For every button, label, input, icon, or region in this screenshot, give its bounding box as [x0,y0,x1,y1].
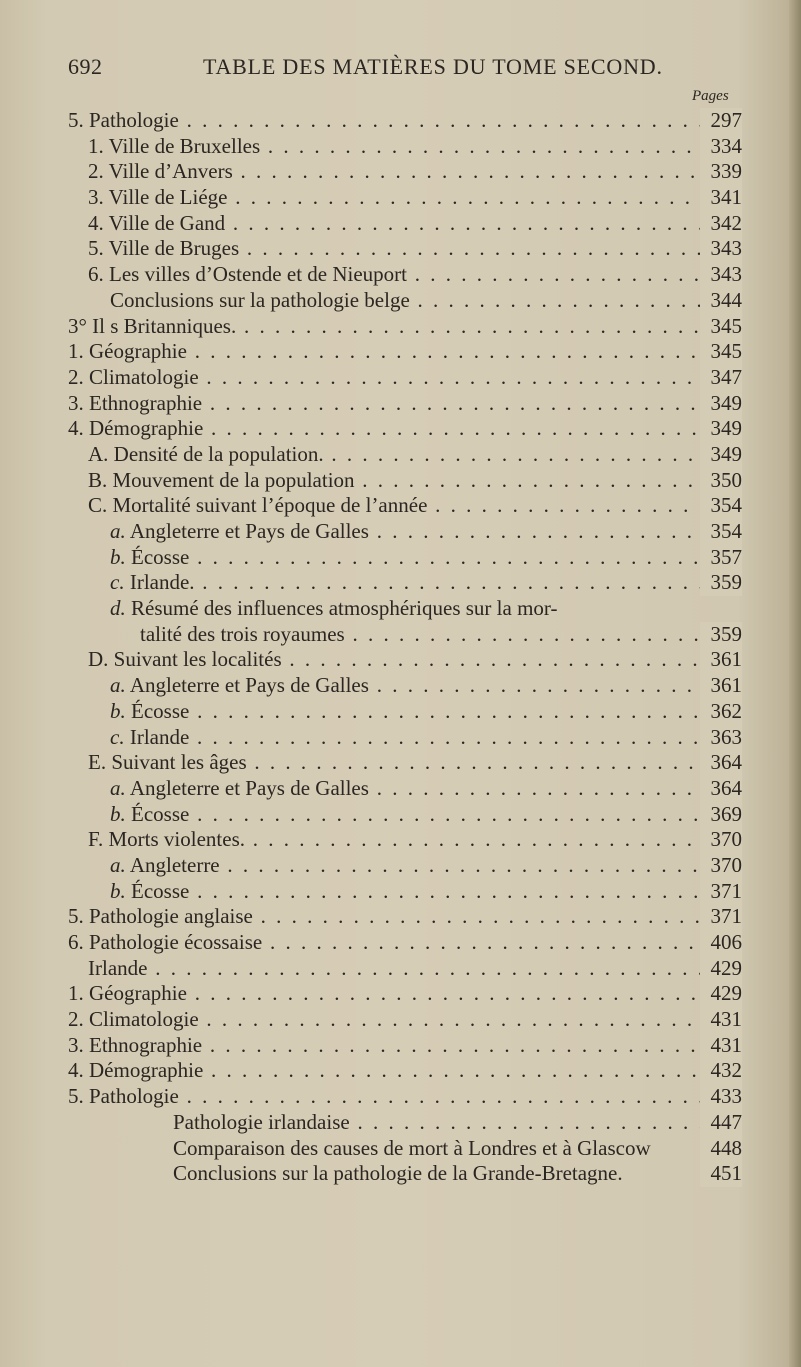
toc-entry [0,391,801,417]
toc-entry-title [88,750,700,776]
toc-entry [0,1033,801,1059]
toc-page-number: 431 [700,1007,742,1033]
toc-entry-title [68,108,700,134]
toc-page-number: 362 [700,699,742,725]
toc-entry [0,416,801,442]
toc-entry [0,545,801,571]
toc-entry-title [110,519,700,545]
toc-entry-letter: b. [110,801,126,826]
toc-page-number: 359 [700,570,742,596]
toc-page-number: 364 [700,776,742,802]
toc-page-number: 354 [700,493,742,519]
toc-entry [0,365,801,391]
toc-entry-title [110,879,700,905]
toc-page-number: 447 [700,1110,742,1136]
toc-entry [0,750,801,776]
toc-entry-text: 2. Ville d’Anvers [88,159,233,184]
toc-page-number: 363 [700,725,742,751]
toc-entry-text: 3° Il s Britanniques. [68,313,237,338]
toc-entry-text: E. Suivant les âges [88,750,247,775]
toc-page-number: 343 [700,262,742,288]
toc-page-number: 364 [700,750,742,776]
page-number: 692 [68,54,103,79]
toc-page-number: 429 [700,956,742,982]
toc-entry-text: Pathologie irlandaise [173,1109,350,1134]
toc-entry [0,159,801,185]
toc-entry-title [88,493,700,519]
toc-page-number: 349 [700,391,742,417]
toc-entry-text: 4. Démographie [68,416,204,441]
toc-page-number: 341 [700,185,742,211]
toc-page-number: 371 [700,879,742,905]
toc-entry-text: Irlande [88,955,148,980]
toc-entry-text: talité des trois royaumes [140,621,345,646]
toc-entry-title [88,956,700,982]
toc-entry-title [88,262,700,288]
toc-entry [0,956,801,982]
toc-entry [0,699,801,725]
toc-entry-title [68,314,700,340]
toc-entry-text: Écosse [131,698,190,723]
toc-entry [0,904,801,930]
toc-page-number: 334 [700,134,742,160]
toc-page-number: 297 [700,108,742,134]
toc-page-number: 357 [700,545,742,571]
running-title: TABLE DES MATIÈRES DU TOME SECOND. [203,54,663,79]
toc-page-number: 347 [700,365,742,391]
table-of-contents [0,108,801,1187]
toc-entry-title [140,622,700,648]
toc-page-number: 359 [700,622,742,648]
toc-entry-letter: b. [110,878,126,903]
toc-entry-title [173,1136,700,1162]
toc-page-number: 349 [700,442,742,468]
pages-column-label: Pages [692,88,729,104]
toc-page-number: 361 [700,673,742,699]
toc-entry-title [68,1084,700,1110]
toc-entry-text: Angleterre et Pays de Galles [129,775,369,800]
toc-page-number: 369 [700,802,742,828]
toc-entry-title [110,570,700,596]
toc-entry [0,570,801,596]
toc-entry-title [88,211,700,237]
toc-page-number: 370 [700,827,742,853]
toc-entry-title [110,673,700,699]
toc-entry-title [68,416,700,442]
toc-entry [0,1058,801,1084]
toc-entry-text: 3. Ville de Liége [88,185,228,210]
toc-entry-text: Conclusions sur la pathologie belge [110,287,410,312]
toc-entry-title [68,904,700,930]
toc-entry [0,442,801,468]
toc-entry-title [110,288,700,314]
toc-entry [0,725,801,751]
toc-entry-title [88,159,700,185]
toc-page-number: 354 [700,519,742,545]
toc-entry-letter: a. [110,519,126,543]
toc-entry-text: 2. Climatologie [68,1007,199,1032]
toc-entry [0,1084,801,1110]
toc-entry [0,802,801,828]
toc-page-number: 349 [700,416,742,442]
toc-entry-title [68,1033,700,1059]
toc-entry [0,262,801,288]
toc-entry-text: 6. Pathologie écossaise [68,930,263,954]
toc-page-number: 406 [700,930,742,956]
toc-entry-title [88,442,700,468]
toc-page-number: 433 [700,1084,742,1110]
toc-entry-letter: a. [110,852,126,877]
toc-entry [0,1007,801,1033]
toc-page-number: 451 [700,1161,742,1187]
toc-page-number: 345 [700,314,742,340]
toc-entry-title [88,134,700,160]
toc-entry-text: 2. Climatologie [68,364,199,389]
toc-entry-text: Angleterre et Pays de Galles [129,673,369,698]
toc-entry-letter: c. [110,570,125,595]
toc-entry [0,185,801,211]
toc-entry [0,853,801,879]
toc-entry-letter: c. [110,724,125,749]
toc-entry [0,776,801,802]
toc-entry [0,493,801,519]
toc-page-number: 448 [700,1136,742,1162]
toc-entry [0,519,801,545]
toc-entry-text: 5. Pathologie [68,1084,179,1109]
toc-entry-letter: a. [110,775,126,800]
toc-entry-title [110,725,700,751]
toc-entry-title [88,185,700,211]
toc-entry [0,827,801,853]
toc-entry-text: 3. Ethnographie [68,390,203,415]
toc-entry-text: B. Mouvement de la population [88,467,355,492]
toc-entry-text: 5. Ville de Bruges [88,236,240,261]
toc-entry [0,314,801,340]
toc-entry [0,981,801,1007]
toc-entry-title [68,391,700,417]
toc-entry-text: C. Mortalité suivant l’époque de l’année [88,493,428,518]
toc-entry-title [68,1007,700,1033]
toc-entry-letter: b. [110,698,126,723]
toc-page-number: 429 [700,981,742,1007]
toc-entry [0,1161,801,1187]
toc-page-number: 371 [700,904,742,930]
toc-entry [0,673,801,699]
toc-page-number: 343 [700,236,742,262]
toc-entry-text: Écosse [131,801,190,826]
toc-entry-title [110,802,700,828]
toc-page-number: 339 [700,159,742,185]
toc-entry [0,211,801,237]
toc-entry-text: 4. Ville de Gand [88,210,226,235]
toc-entry-title [68,981,700,1007]
toc-entry-text: Écosse [131,878,190,903]
toc-entry [0,596,801,622]
toc-page-number: 350 [700,468,742,494]
toc-entry-title [88,236,700,262]
toc-entry [0,879,801,905]
toc-entry-title [110,596,700,622]
toc-entry [0,622,801,648]
toc-entry-text: Angleterre et Pays de Galles [129,519,369,543]
toc-entry [0,647,801,673]
toc-entry-title [88,827,700,853]
toc-entry-text: Comparaison des causes de mort à Londres et à Glascow [173,1135,651,1160]
toc-page-number: 431 [700,1033,742,1059]
toc-entry-letter: a. [110,673,126,698]
toc-entry-title [88,468,700,494]
toc-entry [0,1110,801,1136]
toc-entry-title [110,545,700,571]
toc-entry-text: 3. Ethnographie [68,1032,203,1057]
toc-entry-title [68,339,700,365]
toc-page-number: 342 [700,211,742,237]
toc-entry-text: 4. Démographie [68,1058,204,1083]
toc-page-number: 344 [700,288,742,314]
toc-entry-title [110,776,700,802]
toc-entry-text: D. Suivant les localités [88,647,282,672]
toc-page-number: 370 [700,853,742,879]
toc-page-number: 361 [700,647,742,673]
page-header [68,54,768,86]
toc-entry-text: Angleterre [129,852,220,877]
toc-entry [0,288,801,314]
toc-entry-text: 5. Pathologie anglaise [68,904,253,929]
toc-entry-text: 5. Pathologie [68,108,179,132]
toc-entry-text: 1. Géographie [68,339,187,364]
toc-entry-title [110,853,700,879]
toc-entry [0,339,801,365]
toc-entry-title [110,699,700,725]
toc-entry [0,134,801,160]
toc-entry-text: Irlande. [129,570,195,595]
toc-entry-letter: d. [110,596,126,621]
toc-entry-text: Résumé des influences atmosphériques sur la mor- [131,596,558,621]
toc-page-number: 432 [700,1058,742,1084]
toc-entry-text: 1. Ville de Bruxelles [88,133,261,158]
toc-entry-text: Conclusions sur la pathologie de la Grande-Bretagne. [173,1161,623,1186]
toc-entry-title [68,930,700,956]
toc-entry [0,236,801,262]
toc-entry-text: Irlande [129,724,190,749]
toc-entry-text: 1. Géographie [68,981,187,1006]
toc-entry [0,468,801,494]
toc-page-number: 345 [700,339,742,365]
toc-entry-text: F. Morts violentes. [88,827,245,852]
toc-entry-title [173,1161,700,1187]
toc-entry-title [88,647,700,673]
toc-entry [0,108,801,134]
toc-entry [0,1136,801,1162]
toc-entry-title [68,1058,700,1084]
toc-entry-text: 6. Les villes d’Ostende et de Nieuport [88,262,407,287]
toc-entry-title [68,365,700,391]
toc-entry-letter: b. [110,544,126,569]
toc-entry [0,930,801,956]
toc-entry-text: Écosse [131,544,190,569]
toc-entry-text: A. Densité de la population. [88,441,324,466]
toc-entry-title [173,1110,700,1136]
